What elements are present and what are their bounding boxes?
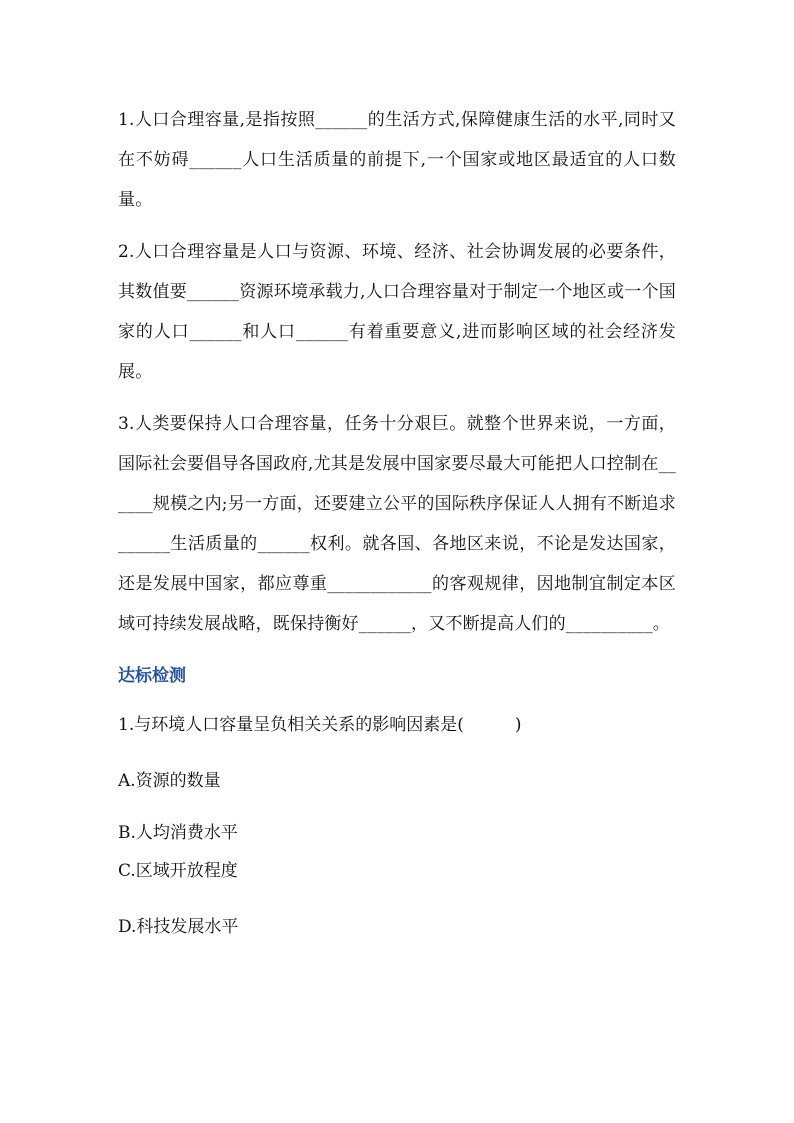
fill-blank-paragraph-3: 3.人类要保持人口合理容量，任务十分艰巨。就整个世界来说，一方面，国际社会要倡导各国政府,尤其是发展中国家要尽最大可能把人口控制在______规模之内;另一方面，还要建立公平的国际秩序保证人人拥有不断追求______生活质量的______权利。就各国、各地区来说，不论是发达国家，还是发展中国家，都应尊重____________的客观规律，因地制宜制定本区域可持续发展战略，既保持衡好______，又不断提高人们的__________。 [118,414,676,634]
question-stem: 1.与环境人口容量呈负相关关系的影响因素是( ) [118,715,522,735]
option-c: C.区域开放程度 [118,861,238,881]
option-d: D.科技发展水平 [118,917,239,937]
option-b: B.人均消费水平 [118,823,238,843]
option-a: A.资源的数量 [118,771,221,791]
document-page [118,100,676,942]
fill-blank-paragraph-1: 1.人口合理容量,是指按照______的生活方式,保障健康生活的水平,同时又在不妨碍______人口生活质量的前提下,一个国家或地区最适宜的人口数量。 [118,110,676,210]
fill-blank-paragraph-2: 2.人口合理容量是人口与资源、环境、经济、社会协调发展的必要条件，其数值要______资源环境承载力,人口合理容量对于制定一个地区或一个国家的人口______和人口______有着重要意义,进而影响区域的社会经济发展。 [118,242,676,382]
section-title: 达标检测 [118,666,186,686]
